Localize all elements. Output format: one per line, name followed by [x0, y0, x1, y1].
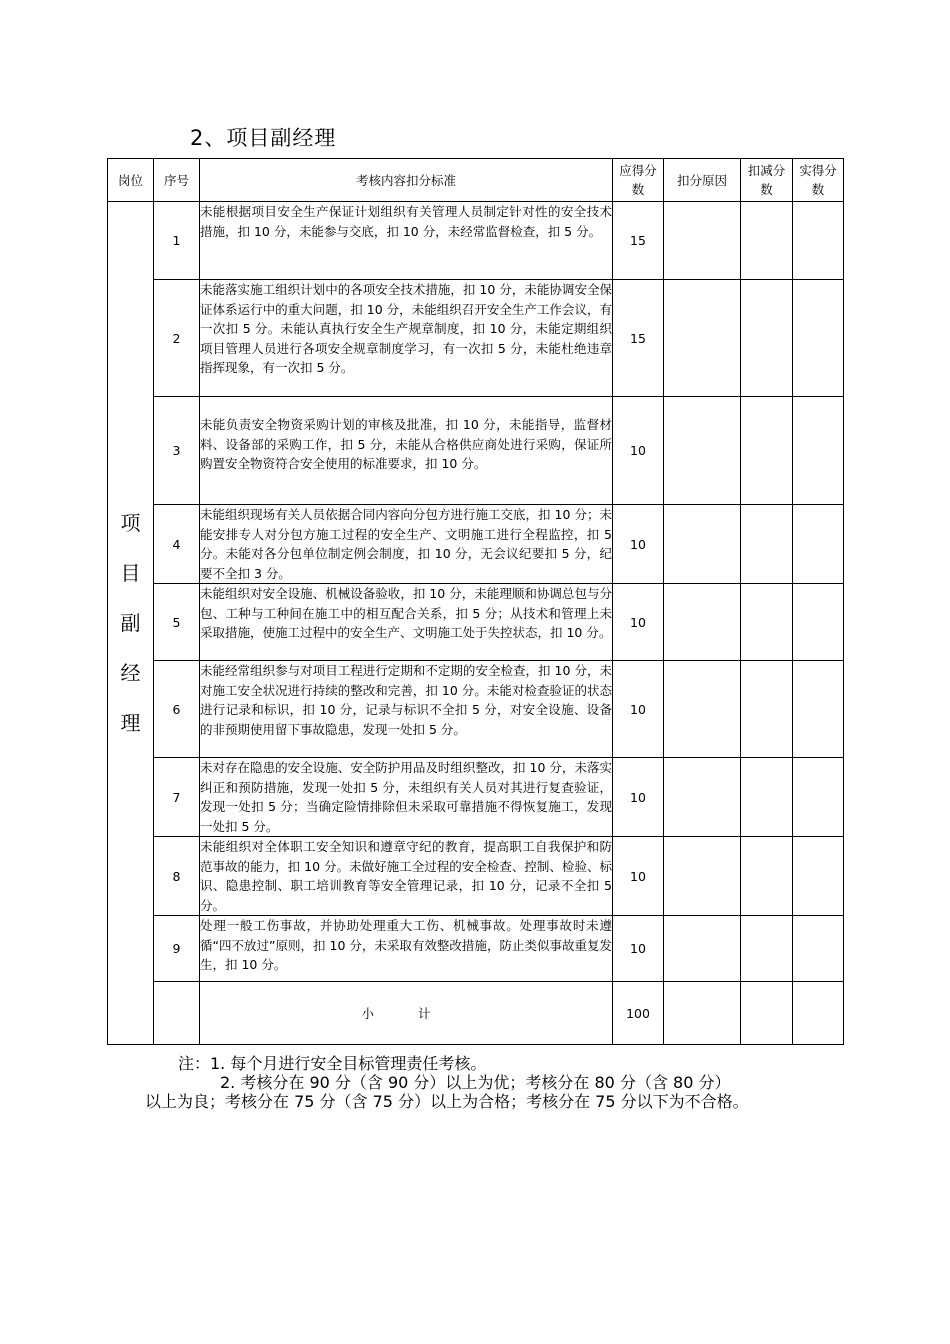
- row-seq: 2: [154, 280, 200, 397]
- header-actual: 实得分数: [793, 159, 844, 202]
- row-content: 未能经常组织参与对项目工程进行定期和不定期的安全检查，扣 10 分，未对施工安全状况进行持续的整改和完善，扣 10 分。未能对检查验证的状态进行记录和标识，扣 10 分，记录与标识不全扣 5 分，对安全设施、设备的非预期使用留下事故隐患，发现一处扣 5 分。: [200, 661, 613, 758]
- row-deduct: [741, 280, 793, 397]
- row-deduct: [741, 916, 793, 982]
- row-score: 10: [613, 505, 664, 584]
- header-reason: 扣分原因: [664, 159, 741, 202]
- header-row: [108, 159, 844, 202]
- row-deduct: [741, 837, 793, 916]
- row-actual: [793, 505, 844, 584]
- row-content: 未能落实施工组织计划中的各项安全技术措施，扣 10 分，未能协调安全保证体系运行中的重大问题，扣 10 分，未能组织召开安全生产工作会议，有一次扣 5 分。未能认真执行安全生产规章制度，扣 10 分，未能定期组织项目管理人员进行各项安全规章制度学习，有一次扣 5 分，未能杜绝违章指挥现象，有一次扣 5 分。: [200, 280, 613, 397]
- row-reason: [664, 202, 741, 280]
- row-reason: [664, 280, 741, 397]
- row-seq: 4: [154, 505, 200, 584]
- row-actual: [793, 837, 844, 916]
- table-row: [108, 280, 844, 397]
- row-actual: [793, 202, 844, 280]
- row-content: 未能根据项目安全生产保证计划组织有关管理人员制定针对性的安全技术措施，扣 10 分，未能参与交底，扣 10 分，未经常监督检查，扣 5 分。: [200, 202, 613, 280]
- subtotal-reason: [664, 982, 741, 1045]
- table-row: [108, 837, 844, 916]
- row-actual: [793, 916, 844, 982]
- row-score: 10: [613, 661, 664, 758]
- table-row: [108, 916, 844, 982]
- post-cell: [108, 202, 154, 1045]
- header-deduct: 扣减分数: [741, 159, 793, 202]
- note-line-2: 2. 考核分在 90 分（含 90 分）以上为优；考核分在 80 分（含 80 分）: [220, 1073, 731, 1092]
- row-seq: 5: [154, 584, 200, 661]
- row-actual: [793, 280, 844, 397]
- row-deduct: [741, 661, 793, 758]
- row-seq: 6: [154, 661, 200, 758]
- assessment-table: [107, 158, 844, 1045]
- row-score: 10: [613, 397, 664, 505]
- subtotal-actual: [793, 982, 844, 1045]
- table-row: [108, 202, 844, 280]
- row-content: 未能组织对安全设施、机械设备验收，扣 10 分，未能理顺和协调总包与分包、工种与工种间在施工中的相互配合关系，扣 5 分；从技术和管理上未采取措施，使施工过程中的安全生产、文明施工处于失控状态，扣 10 分。: [200, 584, 613, 661]
- row-seq: 1: [154, 202, 200, 280]
- header-post: 岗位: [108, 159, 154, 202]
- notes: [145, 1054, 815, 1111]
- row-seq: 8: [154, 837, 200, 916]
- table-row: [108, 758, 844, 837]
- post-char: 目: [120, 561, 141, 585]
- header-content: 考核内容扣分标准: [200, 159, 613, 202]
- row-reason: [664, 916, 741, 982]
- row-content: 未能组织现场有关人员依据合同内容向分包方进行施工交底，扣 10 分；未能安排专人对分包方施工过程的安全生产、文明施工进行全程监控，扣 5 分。未能对各分包单位制定例会制度，扣 10 分，无会议纪要扣 5 分，纪要不全扣 3 分。: [200, 505, 613, 584]
- row-content: 未能负责安全物资采购计划的审核及批准，扣 10 分，未能指导，监督材料、设备部的采购工作，扣 5 分，未能从合格供应商处进行采购，保证所购置安全物资符合安全使用的标准要求，扣 10 分。: [200, 397, 613, 505]
- table-row: [108, 584, 844, 661]
- subtotal-label: 小 计: [200, 982, 613, 1045]
- row-actual: [793, 758, 844, 837]
- subtotal-seq: [154, 982, 200, 1045]
- table-row: [108, 397, 844, 505]
- row-content: 未能组织对全体职工安全知识和遵章守纪的教育，提高职工自我保护和防范事故的能力，扣 10 分。未做好施工全过程的安全检查、控制、检验、标识、隐患控制、职工培训教育等安全管理记录，扣 10 分，记录不全扣 5 分。: [200, 837, 613, 916]
- post-char: 项: [120, 511, 141, 535]
- row-seq: 3: [154, 397, 200, 505]
- row-score: 10: [613, 837, 664, 916]
- row-content: 未对存在隐患的安全设施、安全防护用品及时组织整改，扣 10 分，未落实纠正和预防措施，发现一处扣 5 分，未组织有关人员对其进行复查验证，发现一处扣 5 分；当确定险情排除但未采取可靠措施不得恢复施工，发现一处扣 5 分。: [200, 758, 613, 837]
- row-deduct: [741, 505, 793, 584]
- row-reason: [664, 758, 741, 837]
- row-content: 处理一般工伤事故，并协助处理重大工伤、机械事故。处理事故时未遵循“四不放过”原则，扣 10 分，未采取有效整改措施，防止类似事故重复发生，扣 10 分。: [200, 916, 613, 982]
- row-reason: [664, 397, 741, 505]
- subtotal-deduct: [741, 982, 793, 1045]
- row-reason: [664, 837, 741, 916]
- row-deduct: [741, 584, 793, 661]
- row-reason: [664, 661, 741, 758]
- row-score: 10: [613, 916, 664, 982]
- row-score: 15: [613, 280, 664, 397]
- row-deduct: [741, 202, 793, 280]
- table-row: [108, 661, 844, 758]
- row-seq: 9: [154, 916, 200, 982]
- row-score: 15: [613, 202, 664, 280]
- row-deduct: [741, 758, 793, 837]
- header-score: 应得分数: [613, 159, 664, 202]
- row-reason: [664, 584, 741, 661]
- subtotal-score: 100: [613, 982, 664, 1045]
- row-score: 10: [613, 584, 664, 661]
- section-title: 2、项目副经理: [190, 126, 337, 150]
- row-reason: [664, 505, 741, 584]
- subtotal-row: [108, 982, 844, 1045]
- row-actual: [793, 661, 844, 758]
- header-seq: 序号: [154, 159, 200, 202]
- post-char: 经: [120, 661, 141, 685]
- table-row: [108, 505, 844, 584]
- row-score: 10: [613, 758, 664, 837]
- row-actual: [793, 397, 844, 505]
- note-line-1: 注：1. 每个月进行安全目标管理责任考核。: [178, 1054, 487, 1073]
- post-char: 理: [120, 711, 141, 735]
- row-deduct: [741, 397, 793, 505]
- note-line-3: 以上为良；考核分在 75 分（含 75 分）以上为合格；考核分在 75 分以下为不合格。: [145, 1092, 749, 1111]
- row-seq: 7: [154, 758, 200, 837]
- row-actual: [793, 584, 844, 661]
- post-char: 副: [120, 611, 141, 635]
